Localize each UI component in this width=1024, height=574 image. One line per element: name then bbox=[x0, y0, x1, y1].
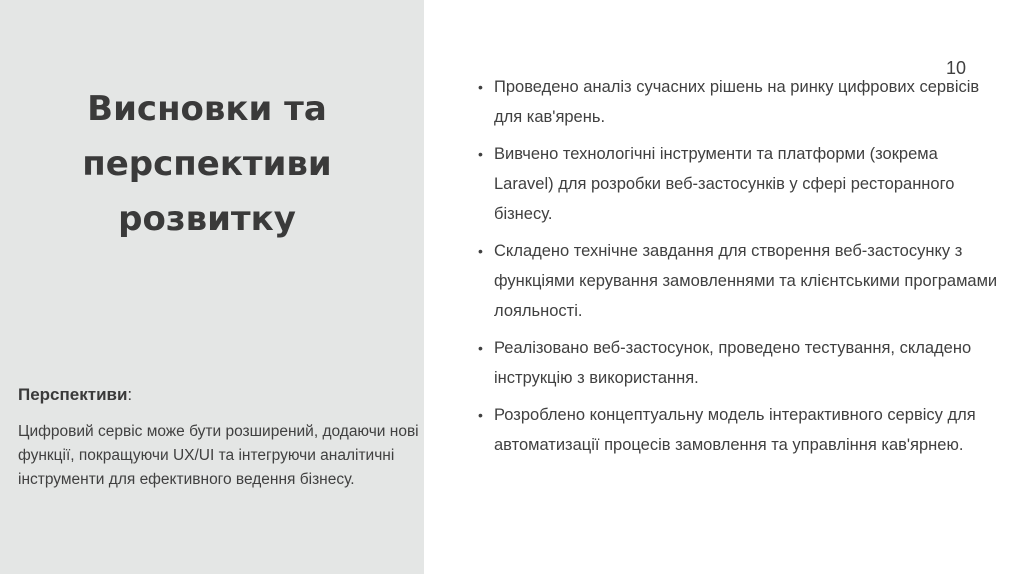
title-line: Висновки та bbox=[87, 89, 327, 129]
title-line: розвитку bbox=[118, 199, 296, 239]
conclusion-text: Проведено аналіз сучасних рішень на ринку цифрових сервісів для кав'ярень. bbox=[494, 78, 980, 126]
conclusion-item bbox=[478, 72, 1000, 132]
conclusion-item bbox=[478, 400, 1000, 460]
conclusion-text: Реалізовано веб-застосунок, проведено тестування, складено інструкцію з використання. bbox=[494, 339, 972, 387]
conclusion-item bbox=[478, 236, 1000, 326]
title-line: перспективи bbox=[82, 144, 332, 184]
conclusion-item bbox=[478, 333, 1000, 393]
conclusion-text: Складено технічне завдання для створення веб-застосунку з функціями керування замовленнями та клієнтськими програмами лояльності. bbox=[494, 242, 998, 320]
conclusion-text: Вивчено технологічні інструменти та платформи (зокрема Laravel) для розробки веб-застосунків у сфері ресторанного бізнесу. bbox=[494, 145, 955, 223]
prospects-heading-colon: : bbox=[127, 385, 133, 404]
conclusion-item bbox=[478, 139, 1000, 229]
page-number: 10 bbox=[946, 58, 967, 78]
bullet-icon: • bbox=[478, 243, 483, 259]
prospects-text: Цифровий сервіс може бути розширений, додаючи нові функції, покращуючи UX/UI та інтегруючи аналітичні інструменти для ефективного ведення бізнесу. bbox=[18, 423, 419, 489]
prospects-heading bbox=[18, 385, 132, 405]
left-panel bbox=[0, 0, 424, 574]
prospects-heading-label: Перспективи bbox=[18, 385, 128, 404]
conclusion-text: Розроблено концептуальну модель інтерактивного сервісу для автоматизації процесів замовлення та управління кав'ярнею. bbox=[494, 406, 976, 454]
slide-title bbox=[20, 82, 394, 247]
bullet-icon: • bbox=[478, 340, 483, 356]
bullet-icon: • bbox=[478, 407, 483, 423]
bullet-icon: • bbox=[478, 146, 483, 162]
bullet-icon: • bbox=[478, 79, 483, 95]
conclusions-list bbox=[478, 72, 1000, 467]
